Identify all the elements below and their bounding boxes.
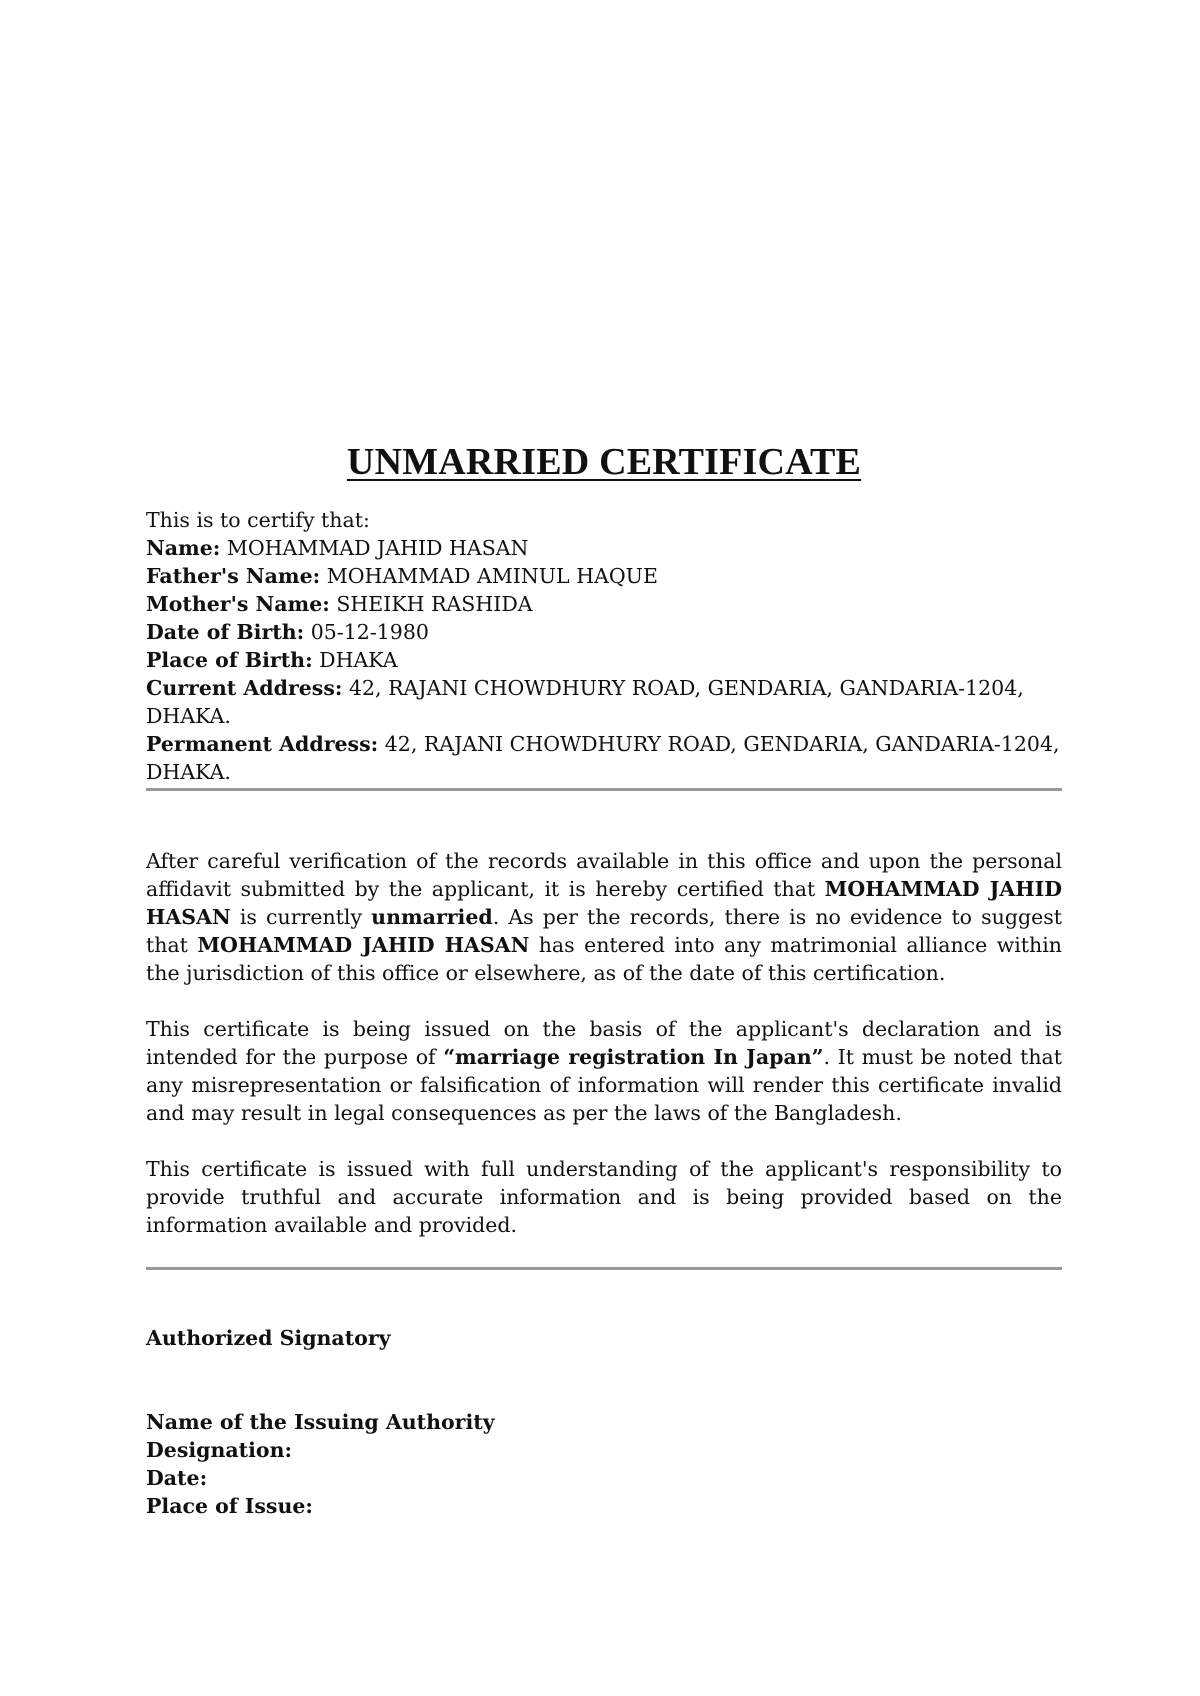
p2-text-2: . It must be noted that any misrepresentation or falsification of information will render this certificate invalid and may result in legal consequences as per the laws of the Bangladesh. bbox=[146, 1045, 1063, 1125]
dob-label: Date of Birth: bbox=[146, 620, 305, 644]
authorized-signatory: Authorized Signatory bbox=[146, 1326, 391, 1350]
certificate-title: UNMARRIED CERTIFICATE bbox=[346, 441, 862, 483]
permanent-address-value: 42, RAJANI CHOWDHURY ROAD, GENDARIA, GANDARIA-1204, DHAKA. bbox=[146, 732, 1060, 784]
date-label: Date: bbox=[146, 1466, 208, 1490]
p1-bold-name-1: MOHAMMAD JAHID HASAN bbox=[146, 877, 1062, 929]
place-of-issue-label: Place of Issue: bbox=[146, 1494, 313, 1518]
designation-label: Designation: bbox=[146, 1438, 293, 1462]
name-row bbox=[146, 534, 1062, 562]
current-address-row bbox=[146, 674, 1062, 730]
p1-text-1: After careful verification of the records available in this office and upon the personal affidavit submitted by the applicant, it is hereby certified that bbox=[146, 849, 1062, 901]
father-name-label: Father's Name: bbox=[146, 564, 321, 588]
name-label: Name: bbox=[146, 536, 221, 560]
p1-text-3: . As per the records, there is no evidence to suggest that bbox=[146, 905, 1063, 957]
current-address-value: 42, RAJANI CHOWDHURY ROAD, GENDARIA, GANDARIA-1204, DHAKA. bbox=[146, 676, 1024, 728]
mother-name-label: Mother's Name: bbox=[146, 592, 330, 616]
p1-text-2: is currently bbox=[230, 905, 372, 929]
p1-text-4: has entered into any matrimonial alliance within the jurisdiction of this office or elsewhere, as of the date of this certification. bbox=[146, 933, 1062, 985]
issuing-authority-name: Name of the Issuing Authority bbox=[146, 1410, 495, 1434]
divider-bottom bbox=[146, 1267, 1062, 1270]
mother-name-value: SHEIKH RASHIDA bbox=[329, 592, 533, 616]
certificate-content bbox=[146, 440, 1062, 1520]
intro-line: This is to certify that: bbox=[146, 508, 370, 532]
pob-row bbox=[146, 646, 1062, 674]
pob-label: Place of Birth: bbox=[146, 648, 313, 672]
permanent-address-label: Permanent Address: bbox=[146, 732, 379, 756]
verification-paragraph bbox=[146, 847, 1062, 987]
father-name-value: MOHAMMAD AMINUL HAQUE bbox=[320, 564, 658, 588]
divider-top bbox=[146, 788, 1062, 791]
purpose-paragraph bbox=[146, 1015, 1062, 1127]
father-name-row bbox=[146, 562, 1062, 590]
dob-row bbox=[146, 618, 1062, 646]
permanent-address-row bbox=[146, 730, 1062, 786]
p2-bold-purpose: “marriage registration In Japan” bbox=[443, 1045, 824, 1069]
name-value: MOHAMMAD JAHID HASAN bbox=[220, 536, 529, 560]
p1-bold-status: unmarried bbox=[371, 905, 493, 929]
pob-value: DHAKA bbox=[312, 648, 398, 672]
current-address-label: Current Address: bbox=[146, 676, 343, 700]
p2-text-1: This certificate is being issued on the basis of the applicant's declaration and is intended for the purpose of bbox=[146, 1017, 1062, 1069]
p1-bold-name-2: MOHAMMAD JAHID HASAN bbox=[197, 933, 530, 957]
dob-value: 05-12-1980 bbox=[304, 620, 429, 644]
responsibility-paragraph: This certificate is issued with full understanding of the applicant's responsibility to provide truthful and accurate information and is being provided based on the information available and provided. bbox=[146, 1157, 1062, 1237]
mother-name-row bbox=[146, 590, 1062, 618]
